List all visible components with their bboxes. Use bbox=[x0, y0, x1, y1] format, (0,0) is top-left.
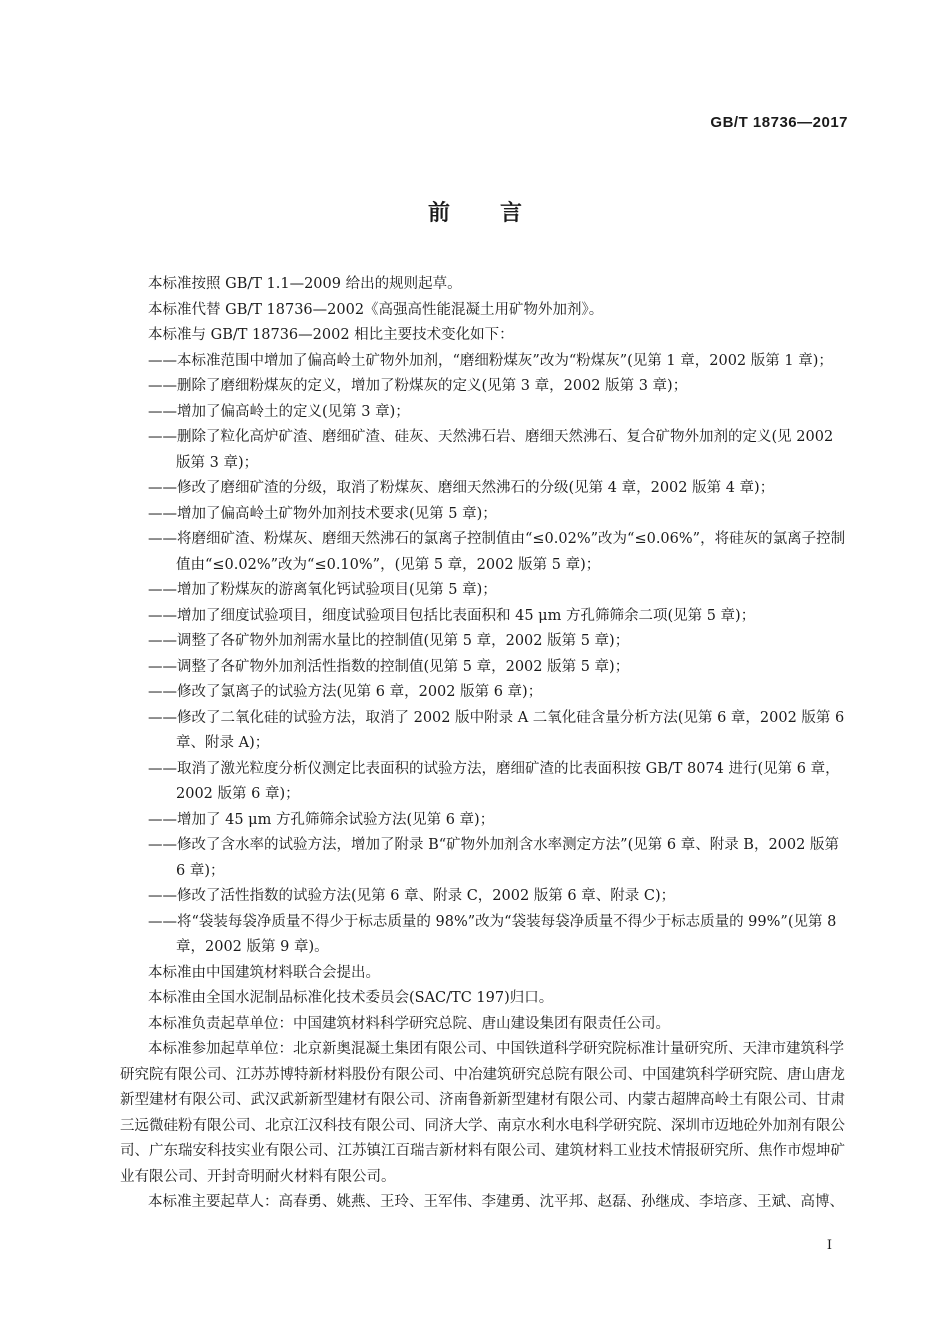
change-item: ——增加了偏高岭土矿物外加剂技术要求(见第 5 章)； bbox=[148, 505, 497, 522]
change-item: ——删除了磨细粉煤灰的定义，增加了粉煤灰的定义(见第 3 章，2002 版第 3 章)； bbox=[148, 378, 688, 394]
intro-paragraph: 本标准按照 GB/T 1.1—2009 给出的规则起草。 bbox=[148, 276, 462, 292]
change-item: ——将“袋装每袋净质量不得少于标志质量的 98%”改为“袋装每袋净质量不得少于标志质量的 99%”(见第 8 章，2002 版第 9 章)。 bbox=[148, 913, 837, 955]
change-item: ——增加了 45 μm 方孔筛筛余试验方法(见第 6 章)； bbox=[148, 811, 495, 828]
intro-paragraph: 本标准与 GB/T 18736—2002 相比主要技术变化如下： bbox=[148, 327, 514, 343]
page-title: 前言 bbox=[427, 201, 572, 226]
change-item: ——增加了粉煤灰的游离氧化钙试验项目(见第 5 章)； bbox=[148, 582, 497, 598]
change-item: ——将磨细矿渣、粉煤灰、磨细天然沸石的氯离子控制值由“≤0.02%”改为“≤0.06%”，将硅灰的氯离子控制值由“≤0.02%”改为“≤0.10%”，(见第 5 章，2002 版第 5 章)； bbox=[148, 531, 846, 573]
participants-paragraph: 本标准参加起草单位：北京新奥混凝土集团有限公司、中国铁道科学研究院标准计量研究所、天津市建筑科学研究院有限公司、江苏苏博特新材料股份有限公司、中冶建筑研究总院有限公司、中国建筑科学研究院、唐山唐龙新型建材有限公司、武汉武新新型建材有限公司、济南鲁新新型建材有限公司、内蒙古超牌高岭土有限公司、甘肃三远微硅粉有限公司、北京江汉科技有限公司、同济大学、南京水利水电科学研究院、深圳市迈地砼外加剂有限公司、广东瑞安科技实业有限公司、江苏镇江百瑞吉新材料有限公司、建筑材料工业技术情报研究所、焦作市煜坤矿业有限公司、开封奇明耐火材料有限公司。 bbox=[120, 1041, 845, 1185]
page-number: I bbox=[826, 1238, 832, 1253]
closing-paragraph: 本标准由中国建筑材料联合会提出。 bbox=[148, 964, 380, 981]
standard-number: GB/T 18736—2017 bbox=[710, 114, 848, 131]
change-item: ——取消了激光粒度分析仪测定比表面积的试验方法，磨细矿渣的比表面积按 GB/T 8074 进行(见第 6 章，2002 版第 6 章)； bbox=[148, 760, 840, 802]
change-item: ——删除了粒化高炉矿渣、磨细矿渣、硅灰、天然沸石岩、磨细天然沸石、复合矿物外加剂的定义(见 2002 版第 3 章)； bbox=[148, 429, 834, 471]
drafters-paragraph: 本标准主要起草人：高春勇、姚燕、王玲、王军伟、李建勇、沈平邦、赵磊、孙继成、李培彦、王斌、高博、 bbox=[148, 1194, 844, 1210]
change-item: ——修改了氯离子的试验方法(见第 6 章，2002 版第 6 章)； bbox=[148, 684, 543, 700]
change-item: ——修改了活性指数的试验方法(见第 6 章、附录 C，2002 版第 6 章、附录 C)； bbox=[148, 888, 676, 904]
change-item: ——本标准范围中增加了偏高岭土矿物外加剂，“磨细粉煤灰”改为“粉煤灰”(见第 1 章，2002 版第 1 章)； bbox=[148, 352, 833, 369]
change-item: ——增加了细度试验项目，细度试验项目包括比表面积和 45 μm 方孔筛筛余二项(见第 5 章)； bbox=[148, 607, 756, 624]
change-item: ——调整了各矿物外加剂活性指数的控制值(见第 5 章，2002 版第 5 章)； bbox=[148, 658, 630, 675]
change-item: ——增加了偏高岭土的定义(见第 3 章)； bbox=[148, 403, 410, 420]
change-item: ——修改了磨细矿渣的分级，取消了粉煤灰、磨细天然沸石的分级(见第 4 章，2002 版第 4 章)； bbox=[148, 480, 775, 496]
document-body bbox=[120, 272, 852, 1216]
intro-paragraph: 本标准代替 GB/T 18736—2002《高强高性能混凝土用矿物外加剂》。 bbox=[148, 301, 604, 318]
change-item: ——调整了各矿物外加剂需水量比的控制值(见第 5 章，2002 版第 5 章)； bbox=[148, 633, 630, 649]
closing-paragraph: 本标准由全国水泥制品标准化技术委员会(SAC/TC 197)归口。 bbox=[148, 990, 554, 1006]
change-item: ——修改了二氧化硅的试验方法，取消了 2002 版中附录 A 二氧化硅含量分析方法(见第 6 章，2002 版第 6 章、附录 A)； bbox=[148, 709, 845, 751]
closing-paragraph: 本标准负责起草单位：中国建筑材料科学研究总院、唐山建设集团有限责任公司。 bbox=[148, 1015, 670, 1032]
change-item: ——修改了含水率的试验方法，增加了附录 B“矿物外加剂含水率测定方法”(见第 6 章、附录 B，2002 版第 6 章)； bbox=[148, 837, 839, 879]
